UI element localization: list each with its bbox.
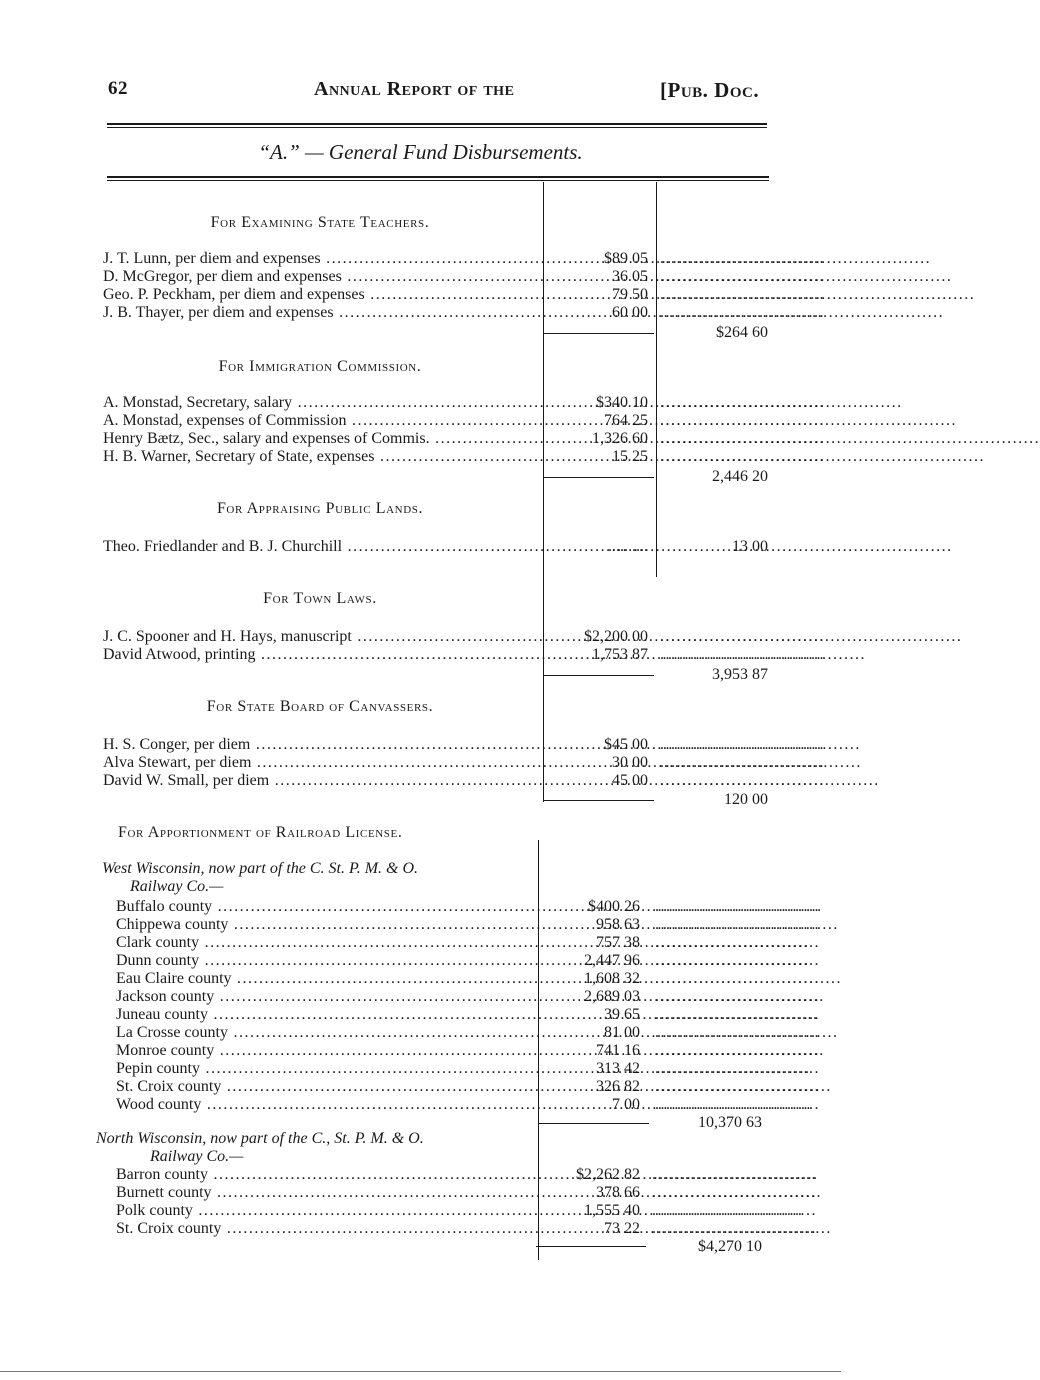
table-row bbox=[0, 1006, 841, 1024]
section-total: 10,370 63 bbox=[698, 1114, 762, 1131]
leader-dots: .............................. bbox=[652, 1166, 817, 1183]
section-total: 120 00 bbox=[724, 791, 768, 808]
leader-dots: .............................. bbox=[655, 934, 820, 951]
leader-dots: .............................. bbox=[652, 1202, 817, 1219]
table-row bbox=[0, 538, 841, 556]
row-description: Dunn county ..... bbox=[116, 952, 536, 970]
sum-rule bbox=[544, 800, 654, 801]
row-description: Alva Stewart, per diem ..... bbox=[103, 754, 540, 772]
row-description: H. S. Conger, per diem ..... bbox=[103, 736, 540, 754]
table-row bbox=[0, 898, 841, 916]
page-subtitle: “A.” — General Fund Disbursements. bbox=[258, 140, 583, 164]
row-description: David Atwood, printing ..... bbox=[103, 646, 540, 664]
row-amount: 958 63 bbox=[596, 916, 640, 933]
row-description: Clark county ..... bbox=[116, 934, 536, 952]
section-heading: For Appraising Public Lands. bbox=[216, 500, 424, 517]
table-row bbox=[0, 1184, 841, 1202]
section-heading: For Apportionment of Railroad License. bbox=[118, 824, 403, 841]
row-description: Wood county ..... bbox=[116, 1096, 536, 1114]
row-amount: 1,326 60 bbox=[592, 430, 648, 447]
table-row bbox=[0, 952, 841, 970]
sum-rule bbox=[544, 333, 654, 334]
row-amount: 1,608 32 bbox=[584, 970, 640, 987]
table-row bbox=[0, 430, 841, 448]
page-bottom-edge bbox=[0, 1371, 841, 1372]
section-total: 3,953 87 bbox=[712, 666, 768, 683]
leader-dots: .............................. bbox=[660, 304, 825, 321]
row-description: D. McGregor, per diem and expenses ..... bbox=[103, 268, 540, 286]
row-description: Burnett county ..... bbox=[116, 1184, 536, 1202]
table-row bbox=[0, 988, 841, 1006]
row-amount: 1,753 87 bbox=[592, 646, 648, 663]
leader-dots: .............................. bbox=[660, 268, 825, 285]
leader-dots: .............................. bbox=[660, 412, 825, 429]
leader-dots: .............................. bbox=[655, 898, 820, 915]
document-label: [Pub. Doc. bbox=[660, 78, 760, 102]
leader-dots: .............................. bbox=[655, 916, 820, 933]
table-row bbox=[0, 646, 841, 664]
section-total: $4,270 10 bbox=[698, 1238, 762, 1255]
sum-rule bbox=[544, 477, 654, 478]
leader-dots: .............................. bbox=[655, 1078, 820, 1095]
leader-dots: .............................. bbox=[660, 772, 825, 789]
row-description: Theo. Friedlander and B. J. Churchill ..... bbox=[103, 538, 540, 556]
table-row bbox=[0, 916, 841, 934]
row-amount: 1,555 40 bbox=[584, 1202, 640, 1219]
leader-dots: .............................. bbox=[655, 1006, 820, 1023]
subsection-title: Railway Co.— bbox=[150, 1148, 244, 1165]
leader-dots: .............................. bbox=[655, 970, 820, 987]
table-row bbox=[0, 1024, 841, 1042]
table-row bbox=[0, 934, 841, 952]
leader-dots: .............................. bbox=[655, 1060, 820, 1077]
row-amount: ..... .... bbox=[608, 538, 648, 555]
sum-rule bbox=[536, 1246, 646, 1247]
table-row bbox=[0, 772, 841, 790]
header-rule bbox=[107, 123, 767, 125]
section-total: 13 00 bbox=[732, 538, 768, 555]
table-row bbox=[0, 268, 841, 286]
subtitle-rule-thin bbox=[107, 180, 769, 181]
row-description: La Crosse county ..... bbox=[116, 1024, 536, 1042]
row-description: Geo. P. Peckham, per diem and expenses ..... bbox=[103, 286, 540, 304]
row-description: Jackson county ..... bbox=[116, 988, 536, 1006]
page-number: 62 bbox=[108, 78, 128, 99]
header-rule-thin bbox=[107, 127, 767, 128]
leader-dots: .............................. bbox=[652, 1184, 817, 1201]
row-amount: 30 00 bbox=[612, 754, 648, 771]
row-description: Barron county ..... bbox=[116, 1166, 536, 1184]
leader-dots: .............................. bbox=[655, 1042, 820, 1059]
row-amount: $340 10 bbox=[596, 394, 648, 411]
section-heading: For State Board of Canvassers. bbox=[206, 698, 434, 715]
running-title: Annual Report of the bbox=[314, 78, 515, 100]
row-amount: 79 50 bbox=[612, 286, 648, 303]
row-description: Henry Bætz, Sec., salary and expenses of Commis. ..... bbox=[103, 430, 540, 448]
table-row bbox=[0, 1202, 841, 1220]
table-row bbox=[0, 1042, 841, 1060]
table-row bbox=[0, 754, 841, 772]
row-description: St. Croix county ..... bbox=[116, 1078, 536, 1096]
row-amount: 36 05 bbox=[612, 268, 648, 285]
table-row bbox=[0, 628, 841, 646]
row-description: Chippewa county ..... bbox=[116, 916, 536, 934]
subtitle-rule bbox=[107, 176, 769, 178]
row-description: J. B. Thayer, per diem and expenses ..... bbox=[103, 304, 540, 322]
table-row bbox=[0, 286, 841, 304]
row-description: Eau Claire county ..... bbox=[116, 970, 536, 988]
row-description: St. Croix county ..... bbox=[116, 1220, 536, 1238]
row-amount: 741 16 bbox=[596, 1042, 640, 1059]
subsection-title: North Wisconsin, now part of the C., St. P. M. & O. bbox=[96, 1130, 424, 1147]
row-amount: $45 00 bbox=[604, 736, 648, 753]
column-rule-2 bbox=[656, 182, 657, 577]
row-amount: 2,447 96 bbox=[584, 952, 640, 969]
row-description: J. T. Lunn, per diem and expenses ..... bbox=[103, 250, 540, 268]
row-description: Buffalo county ..... bbox=[116, 898, 536, 916]
row-amount: 73 22 bbox=[604, 1220, 640, 1237]
row-description: J. C. Spooner and H. Hays, manuscript ..... bbox=[103, 628, 540, 646]
subsection-title: Railway Co.— bbox=[130, 878, 224, 895]
table-row bbox=[0, 1060, 841, 1078]
leader-dots: .............................. bbox=[655, 952, 820, 969]
table-row bbox=[0, 394, 841, 412]
row-amount: 81 00 bbox=[604, 1024, 640, 1041]
table-row bbox=[0, 736, 841, 754]
table-row bbox=[0, 304, 841, 322]
leader-dots: .............................. bbox=[655, 1096, 820, 1113]
row-description: David W. Small, per diem ..... bbox=[103, 772, 540, 790]
row-description: Juneau county ..... bbox=[116, 1006, 536, 1024]
sum-rule bbox=[544, 675, 654, 676]
section-heading: For Town Laws. bbox=[263, 590, 377, 607]
row-amount: 7 00 bbox=[612, 1096, 640, 1113]
leader-dots: .............................. bbox=[660, 628, 825, 645]
table-row bbox=[0, 1220, 841, 1238]
leader-dots: .............................. bbox=[660, 286, 825, 303]
row-description: A. Monstad, expenses of Commission ..... bbox=[103, 412, 540, 430]
subsection-title: West Wisconsin, now part of the C. St. P. M. & O. bbox=[102, 860, 419, 877]
table-row bbox=[0, 1078, 841, 1096]
leader-dots: .............................. bbox=[660, 736, 825, 753]
row-amount: 39 65 bbox=[604, 1006, 640, 1023]
row-amount: $89 05 bbox=[604, 250, 648, 267]
table-row bbox=[0, 412, 841, 430]
leader-dots: .............................. bbox=[660, 430, 825, 447]
row-description: A. Monstad, Secretary, salary ..... bbox=[103, 394, 540, 412]
table-row bbox=[0, 448, 841, 466]
leader-dots: .............................. bbox=[660, 448, 825, 465]
table-row bbox=[0, 1166, 841, 1184]
row-description: Pepin county ..... bbox=[116, 1060, 536, 1078]
sum-rule bbox=[539, 1123, 649, 1124]
row-amount: 757 38 bbox=[596, 934, 640, 951]
row-amount: 60 00 bbox=[612, 304, 648, 321]
row-amount: $2,200 00 bbox=[584, 628, 648, 645]
table-row bbox=[0, 250, 841, 268]
leader-dots: .............................. bbox=[660, 394, 825, 411]
row-amount: 313 42 bbox=[596, 1060, 640, 1077]
row-amount: 15 25 bbox=[612, 448, 648, 465]
leader-dots: .............................. bbox=[652, 1220, 817, 1237]
row-amount: $400 26 bbox=[588, 898, 640, 915]
row-amount: $2,262 82 bbox=[576, 1166, 640, 1183]
section-heading: For Immigration Commission. bbox=[218, 358, 422, 375]
section-total: 2,446 20 bbox=[712, 468, 768, 485]
row-amount: 378 66 bbox=[596, 1184, 640, 1201]
table-row bbox=[0, 970, 841, 988]
leader-dots: .............................. bbox=[660, 754, 825, 771]
leader-dots: .............................. bbox=[660, 646, 825, 663]
row-description: Polk county ..... bbox=[116, 1202, 536, 1220]
row-amount: 2,689 03 bbox=[584, 988, 640, 1005]
row-amount: 326 82 bbox=[596, 1078, 640, 1095]
row-description: H. B. Warner, Secretary of State, expenses ..... bbox=[103, 448, 540, 466]
row-amount: 764 25 bbox=[604, 412, 648, 429]
leader-dots: .............................. bbox=[655, 988, 820, 1005]
leader-dots: .............................. bbox=[655, 1024, 820, 1041]
section-total: $264 60 bbox=[716, 324, 768, 341]
row-amount: 45 00 bbox=[612, 772, 648, 789]
section-heading: For Examining State Teachers. bbox=[210, 214, 430, 231]
row-description: Monroe county ..... bbox=[116, 1042, 536, 1060]
table-row bbox=[0, 1096, 841, 1114]
leader-dots: .............................. bbox=[660, 250, 825, 267]
